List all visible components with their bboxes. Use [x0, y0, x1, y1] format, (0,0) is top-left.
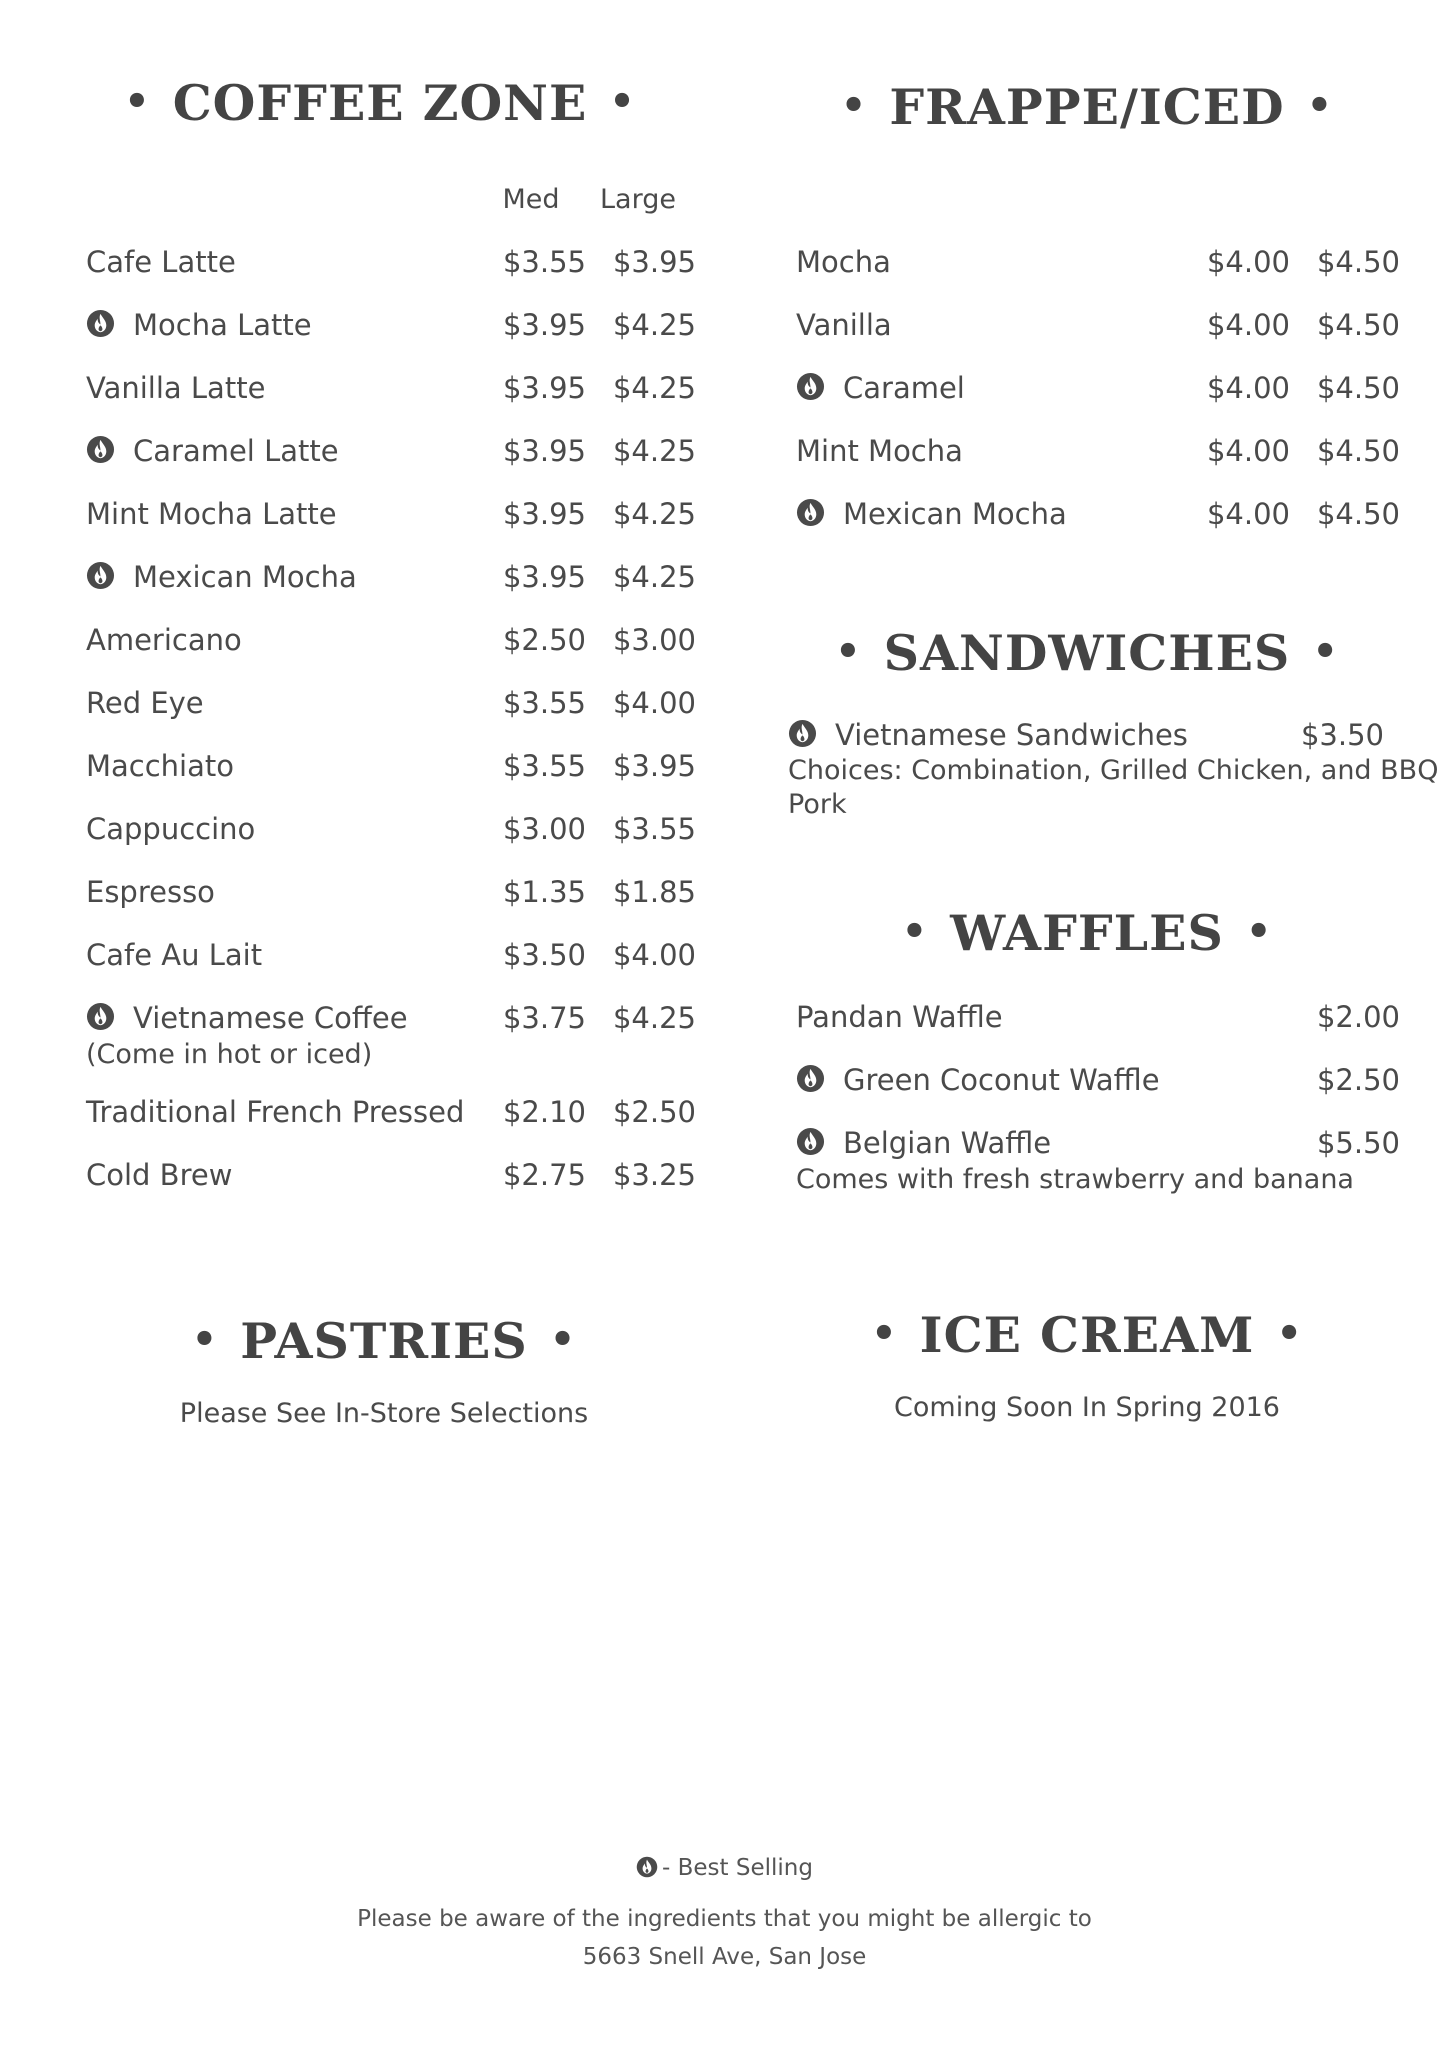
menu-item	[796, 1000, 1400, 1040]
bullet: •	[1312, 628, 1339, 675]
menu-item	[86, 686, 696, 726]
item-name: Macchiato	[86, 749, 235, 783]
price-med: $2.75	[502, 1158, 586, 1192]
item-name: Americano	[86, 623, 242, 657]
menu-item	[86, 812, 696, 852]
price-large: $3.00	[612, 623, 696, 657]
price-large: $4.25	[612, 560, 696, 594]
menu-item	[86, 1095, 696, 1135]
item-note: Comes with fresh strawberry and banana	[796, 1164, 1354, 1195]
menu-item	[86, 938, 696, 978]
bullet: •	[124, 78, 151, 125]
price-large: $4.25	[612, 434, 696, 468]
item-name: Mint Mocha Latte	[86, 497, 337, 531]
bullet: •	[1306, 82, 1334, 129]
price-large: $4.25	[612, 308, 696, 342]
item-name: Vanilla Latte	[86, 371, 266, 405]
flame-icon	[796, 1064, 825, 1093]
sandwiches-heading: • SANDWICHES •	[835, 624, 1339, 682]
icecream-heading: • ICE CREAM •	[871, 1306, 1303, 1364]
menu-item	[788, 718, 1384, 758]
item-price: $3.50	[1300, 718, 1384, 752]
item-name: Mocha Latte	[133, 308, 312, 342]
item-price: $2.00	[1316, 1000, 1400, 1034]
menu-item	[86, 560, 696, 600]
item-name: Cafe Au Lait	[86, 938, 263, 972]
price-large: $4.25	[612, 371, 696, 405]
item-name: Cafe Latte	[86, 245, 236, 279]
item-name: Cold Brew	[86, 1158, 233, 1192]
address: 5663 Snell Ave, San Jose	[582, 1944, 867, 1970]
item-name: Mexican Mocha	[133, 560, 357, 594]
price-med: $2.10	[502, 1095, 586, 1129]
menu-item	[796, 1126, 1400, 1166]
price-med: $3.95	[502, 560, 586, 594]
col-med: Med	[502, 184, 560, 215]
bullet: •	[901, 908, 929, 955]
price-med: $4.00	[1206, 497, 1290, 531]
item-price: $2.50	[1316, 1063, 1400, 1097]
price-large: $4.50	[1316, 371, 1400, 405]
price-med: $3.50	[502, 938, 586, 972]
price-large: $3.55	[612, 812, 696, 846]
item-name: Traditional French Pressed	[86, 1095, 465, 1129]
flame-icon	[796, 372, 825, 401]
bullet: •	[1276, 1310, 1303, 1357]
bullet: •	[549, 1316, 577, 1363]
legend-text: - Best Selling	[662, 1855, 813, 1881]
coffee-zone-heading: • COFFEE ZONE •	[124, 74, 636, 132]
price-med: $3.00	[502, 812, 586, 846]
menu-item	[86, 371, 696, 411]
menu-item	[796, 245, 1400, 285]
bullet: •	[871, 1310, 898, 1357]
menu-item	[86, 497, 696, 537]
menu-item	[86, 1001, 696, 1041]
bullet: •	[1245, 908, 1273, 955]
price-large: $4.50	[1316, 245, 1400, 279]
menu-item	[796, 308, 1400, 348]
price-med: $3.95	[502, 434, 586, 468]
item-name: Mint Mocha	[796, 434, 963, 468]
item-note: (Come in hot or iced)	[86, 1039, 373, 1070]
price-med: $2.50	[502, 623, 586, 657]
price-med: $4.00	[1206, 245, 1290, 279]
item-name: Cappuccino	[86, 812, 256, 846]
flame-icon	[86, 1002, 115, 1031]
price-large: $3.95	[612, 749, 696, 783]
price-large: $1.85	[612, 875, 696, 909]
menu-item	[796, 1063, 1400, 1103]
flame-icon	[796, 498, 825, 527]
bullet: •	[840, 82, 868, 129]
menu-item	[796, 497, 1400, 537]
price-med: $4.00	[1206, 434, 1290, 468]
bullet: •	[835, 628, 862, 675]
item-price: $5.50	[1316, 1126, 1400, 1160]
menu-item	[86, 245, 696, 285]
item-name: Pandan Waffle	[796, 1000, 1003, 1034]
price-med: $3.95	[502, 371, 586, 405]
price-med: $3.95	[502, 497, 586, 531]
flame-icon	[86, 309, 115, 338]
item-name: Green Coconut Waffle	[843, 1063, 1160, 1097]
pastries-note: Please See In-Store Selections	[179, 1398, 589, 1429]
price-large: $4.00	[612, 686, 696, 720]
price-large: $2.50	[612, 1095, 696, 1129]
item-name: Mocha	[796, 245, 891, 279]
price-med: $4.00	[1206, 371, 1290, 405]
price-large: $4.50	[1316, 308, 1400, 342]
price-med: $3.95	[502, 308, 586, 342]
legend	[0, 1855, 1449, 1881]
price-med: $3.55	[502, 749, 586, 783]
item-name: Espresso	[86, 875, 215, 909]
flame-icon	[86, 435, 115, 464]
sandwich-choices: Choices: Combination, Grilled Chicken, and BBQ	[788, 755, 1439, 786]
price-med: $3.75	[502, 1001, 586, 1035]
icecream-note: Coming Soon In Spring 2016	[894, 1392, 1280, 1423]
price-large: $4.50	[1316, 434, 1400, 468]
menu-item	[86, 749, 696, 789]
bullet: •	[609, 78, 636, 125]
item-name: Vietnamese Coffee	[133, 1001, 408, 1035]
waffles-heading: • WAFFLES •	[901, 904, 1273, 962]
menu-item	[86, 308, 696, 348]
flame-icon	[636, 1856, 658, 1878]
price-large: $3.95	[612, 245, 696, 279]
item-name: Mexican Mocha	[843, 497, 1067, 531]
item-name: Caramel Latte	[133, 434, 339, 468]
col-large: Large	[600, 184, 676, 215]
item-name: Caramel	[843, 371, 965, 405]
price-large: $3.25	[612, 1158, 696, 1192]
menu-item	[86, 434, 696, 474]
price-med: $4.00	[1206, 308, 1290, 342]
price-large: $4.25	[612, 1001, 696, 1035]
menu-item	[86, 875, 696, 915]
item-name: Belgian Waffle	[843, 1126, 1052, 1160]
price-large: $4.00	[612, 938, 696, 972]
coffee-size-header	[500, 184, 690, 220]
flame-icon	[86, 561, 115, 590]
item-name: Vietnamese Sandwiches	[835, 718, 1188, 752]
menu-item	[86, 1158, 696, 1198]
flame-icon	[796, 1127, 825, 1156]
menu-item	[796, 371, 1400, 411]
menu-item	[86, 623, 696, 663]
menu-item	[796, 434, 1400, 474]
bullet: •	[191, 1316, 219, 1363]
price-large: $4.50	[1316, 497, 1400, 531]
allergy-note: Please be aware of the ingredients that you might be allergic to	[357, 1906, 1092, 1932]
item-name: Red Eye	[86, 686, 204, 720]
price-large: $4.25	[612, 497, 696, 531]
pastries-heading: • PASTRIES •	[191, 1312, 577, 1370]
price-med: $1.35	[502, 875, 586, 909]
price-med: $3.55	[502, 686, 586, 720]
flame-icon	[788, 719, 817, 748]
sandwich-choices-cont: Pork	[788, 789, 847, 820]
item-name: Vanilla	[796, 308, 892, 342]
price-med: $3.55	[502, 245, 586, 279]
frappe-heading: • FRAPPE/ICED •	[840, 78, 1334, 136]
